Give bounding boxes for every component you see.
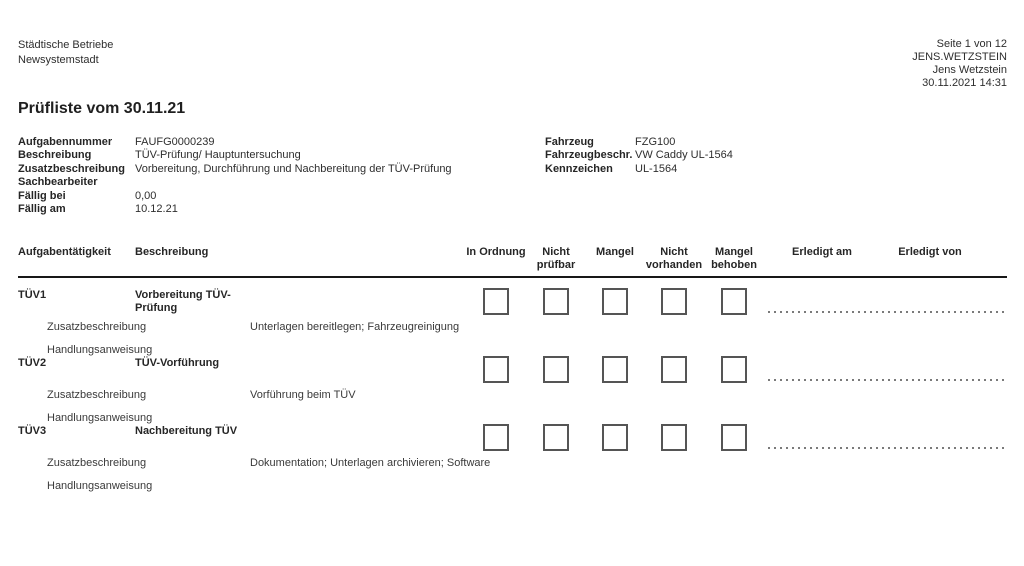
checkbox-mangel-behoben (721, 424, 747, 451)
task-row (0, 424, 1024, 492)
print-timestamp: 30.11.2021 14:31 (922, 77, 1007, 89)
task-description: Nachbereitung TÜV (135, 425, 238, 437)
zusatzbeschreibung-label: Zusatzbeschreibung (47, 457, 147, 469)
task-code: TÜV2 (18, 357, 47, 369)
meta-row-faellig-bei (18, 190, 452, 203)
meta-label: Fahrzeug (545, 136, 594, 148)
checkbox-nicht-pruefbar (543, 424, 569, 451)
meta-value: 0,00 (135, 189, 157, 202)
report-header-left (18, 38, 113, 68)
user-name: Jens Wetzstein (932, 64, 1007, 76)
report-header-right (912, 38, 1007, 90)
page-title: Prüfliste vom 30.11.21 (18, 100, 186, 117)
meta-value: TÜV-Prüfung/ Hauptuntersuchung (135, 149, 301, 162)
col-header-nicht-pruefbar: Nicht prüfbar (536, 246, 576, 271)
erledigt-dotted-line (768, 379, 1006, 381)
task-description: Vorbereitung TÜV-Prüfung (135, 289, 231, 314)
meta-row-aufgabennummer (18, 136, 452, 149)
checkbox-in-ordnung (483, 424, 509, 451)
meta-label: Sachbearbeiter (18, 176, 98, 189)
col-header-mangel: Mangel (596, 246, 634, 258)
meta-value: UL-1564 (635, 162, 678, 175)
checkbox-mangel (602, 288, 628, 315)
task-description: TÜV-Vorführung (135, 357, 220, 369)
checkbox-mangel-behoben (721, 288, 747, 315)
checkbox-nicht-pruefbar (543, 356, 569, 383)
col-header-nicht-vorhanden: Nicht vorhanden (645, 246, 703, 271)
task-row (0, 356, 1024, 424)
zusatzbeschreibung-label: Zusatzbeschreibung (47, 389, 147, 401)
task-code: TÜV1 (18, 289, 47, 301)
checkbox-nicht-vorhanden (661, 424, 687, 451)
meta-label: Fahrzeugbeschr. (545, 149, 633, 162)
zusatzbeschreibung-label: Zusatzbeschreibung (47, 321, 147, 333)
task-code: TÜV3 (18, 425, 47, 437)
meta-label: Aufgabennummer (18, 136, 113, 148)
checkbox-in-ordnung (483, 356, 509, 383)
meta-label: Zusatzbeschreibung (18, 162, 125, 175)
checkbox-mangel-behoben (721, 356, 747, 383)
meta-value: VW Caddy UL-1564 (635, 149, 733, 162)
meta-label: Beschreibung (18, 149, 92, 162)
zusatzbeschreibung-value: Unterlagen bereitlegen; Fahrzeugreinigung (250, 321, 460, 333)
handlungsanweisung-label: Handlungsanweisung (47, 412, 153, 424)
meta-value: Vorbereitung, Durchführung und Nachbereitung der TÜV-Prüfung (135, 162, 452, 175)
meta-row-zusatzbeschreibung (18, 163, 452, 176)
meta-row-sachbearbeiter (18, 176, 452, 189)
meta-value: 10.12.21 (135, 203, 178, 216)
checkbox-in-ordnung (483, 288, 509, 315)
table-header-rule (18, 276, 1007, 278)
meta-row-beschreibung (18, 149, 452, 162)
col-header-erledigt-am: Erledigt am (792, 246, 852, 258)
page-number: Seite 1 von 12 (936, 38, 1007, 50)
meta-label: Fällig bei (18, 189, 66, 202)
erledigt-dotted-line (768, 311, 1006, 313)
checkbox-nicht-vorhanden (661, 356, 687, 383)
handlungsanweisung-label: Handlungsanweisung (47, 480, 153, 492)
org-name: Städtische Betriebe (18, 39, 114, 51)
zusatzbeschreibung-value: Vorführung beim TÜV (250, 389, 356, 401)
meta-label: Kennzeichen (545, 162, 613, 175)
meta-value: FAUFG0000239 (135, 136, 215, 148)
col-header-mangel-behoben: Mangel behoben (711, 246, 757, 271)
col-header-erledigt-von: Erledigt von (898, 246, 962, 258)
task-meta-block (18, 136, 452, 216)
checkbox-nicht-vorhanden (661, 288, 687, 315)
meta-row-fahrzeug (545, 136, 733, 149)
checkbox-mangel (602, 424, 628, 451)
meta-label: Fällig am (18, 203, 66, 216)
col-header-aufgabentaetigkeit: Aufgabentätigkeit (18, 246, 111, 258)
meta-row-kennzeichen (545, 163, 733, 176)
meta-value: FZG100 (635, 136, 676, 148)
erledigt-dotted-line (768, 447, 1006, 449)
col-header-in-ordnung: In Ordnung (466, 246, 526, 258)
handlungsanweisung-label: Handlungsanweisung (47, 344, 153, 356)
vehicle-meta-block (545, 136, 733, 176)
org-city: Newsystemstadt (18, 54, 99, 66)
checkbox-nicht-pruefbar (543, 288, 569, 315)
zusatzbeschreibung-value: Dokumentation; Unterlagen archivieren; Software (250, 457, 491, 469)
meta-row-fahrzeugbeschr (545, 149, 733, 162)
checkbox-mangel (602, 356, 628, 383)
task-row (0, 288, 1024, 356)
col-header-beschreibung: Beschreibung (135, 246, 209, 258)
meta-row-faellig-am (18, 203, 452, 216)
user-login: JENS.WETZSTEIN (912, 51, 1007, 63)
